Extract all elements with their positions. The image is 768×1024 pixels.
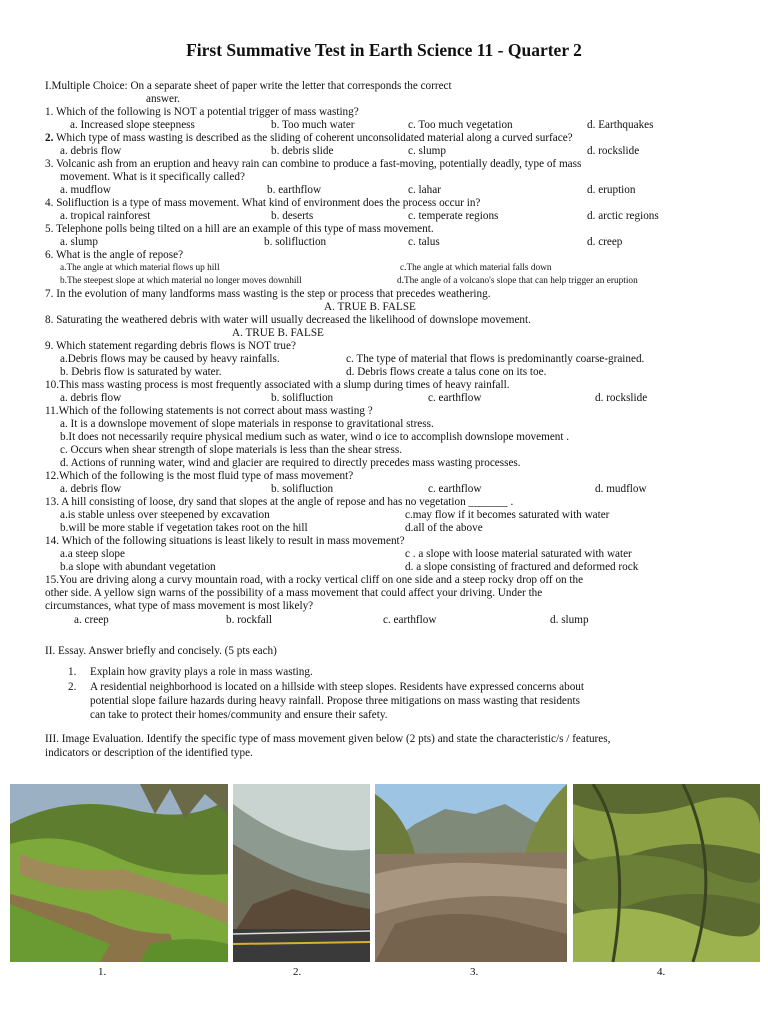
q9-option-a: a.Debris flows may be caused by heavy rainfalls.	[60, 353, 280, 365]
q10-option-c: c. earthflow	[428, 392, 482, 404]
question-10: 10.This mass wasting process is most frequently associated with a slump during times of heavy rainfall.	[45, 379, 510, 391]
q14-option-a: a.a steep slope	[60, 548, 125, 560]
question-2	[45, 132, 573, 145]
question-14: 14. Which of the following situations is least likely to result in mass movement?	[45, 535, 405, 547]
image-eval-header: III. Image Evaluation. Identify the specific type of mass movement given below (2 pts) and state the characteristic/s / features,	[45, 733, 611, 745]
q11-option-c: c. Occurs when shear strength of slope materials is less than the shear stress.	[60, 444, 403, 456]
q4-option-c: c. temperate regions	[408, 210, 499, 222]
q2-option-b: b. debris slide	[271, 145, 334, 157]
essay-2-cont-2: can take to protect their homes/community and ensure their safety.	[90, 709, 388, 721]
photo-1-caption: 1.	[98, 966, 107, 978]
q12-option-b: b. solifluction	[271, 483, 334, 495]
question-9: 9. Which statement regarding debris flows is NOT true?	[45, 340, 296, 352]
photo-debris-road	[233, 784, 370, 962]
q2-number: 2.	[45, 132, 54, 144]
question-1: 1. Which of the following is NOT a potential trigger of mass wasting?	[45, 106, 359, 118]
q2-text: Which type of mass wasting is described as the sliding of coherent unconsolidated material along a curved surface?	[56, 132, 573, 144]
question-8: 8. Saturating the weathered debris with water will usually decreased the likelihood of downslope movement.	[45, 314, 531, 326]
page-title: First Summative Test in Earth Science 11 - Quarter 2	[186, 40, 582, 60]
q10-option-a: a. debris flow	[60, 392, 122, 404]
photo-4-caption: 4.	[657, 966, 666, 978]
mc-instructions: I.Multiple Choice: On a separate sheet of paper write the letter that corresponds the correct	[45, 80, 452, 92]
mc-instructions-cont: answer.	[146, 93, 180, 105]
question-13: 13. A hill consisting of loose, dry sand that slopes at the angle of repose and has no vegetation _______ .	[45, 496, 514, 508]
question-3-cont: movement. What is it specifically called?	[60, 171, 245, 183]
q13-option-a: a.is stable unless over steepened by excavation	[60, 509, 270, 521]
question-12: 12.Which of the following is the most fluid type of mass movement?	[45, 470, 354, 482]
essay-header: II. Essay. Answer briefly and concisely. (5 pts each)	[45, 645, 277, 657]
question-5: 5. Telephone polls being tilted on a hill are an example of this type of mass movement.	[45, 223, 434, 235]
q9-option-b: b. Debris flow is saturated by water.	[60, 366, 222, 378]
q2-option-d: d. rockslide	[587, 145, 640, 157]
q3-option-a: a. mudflow	[60, 184, 111, 196]
q5-option-b: b. solifluction	[264, 236, 327, 248]
q11-option-a: a. It is a downslope movement of slope materials in response to gravitational stress.	[60, 418, 434, 430]
q7-options: A. TRUE B. FALSE	[324, 301, 416, 313]
question-15-cont-2: circumstances, what type of mass movement is most likely?	[45, 600, 314, 612]
question-11: 11.Which of the following statements is not correct about mass wasting ?	[45, 405, 373, 417]
q4-option-d: d. arctic regions	[587, 210, 659, 222]
q3-option-b: b. earthflow	[267, 184, 322, 196]
question-4: 4. Solifluction is a type of mass movement. What kind of environment does the process occur in?	[45, 197, 481, 209]
q15-option-b: b. rockfall	[226, 614, 272, 626]
q14-option-b: b.a slope with abundant vegetation	[60, 561, 216, 573]
q5-option-a: a. slump	[60, 236, 98, 248]
photo-slump-grass	[10, 784, 228, 962]
q15-option-a: a. creep	[74, 614, 109, 626]
essay-2: A residential neighborhood is located on a hillside with steep slopes. Residents have expressed concerns about	[90, 681, 584, 693]
essay-1-number: 1.	[68, 666, 77, 678]
q9-option-c: c. The type of material that flows is predominantly coarse-grained.	[346, 353, 645, 365]
q14-option-c: c . a slope with loose material saturated with water	[405, 548, 632, 560]
q13-option-b: b.will be more stable if vegetation takes root on the hill	[60, 522, 308, 534]
q2-option-c: c. slump	[408, 145, 446, 157]
q15-option-d: d. slump	[550, 614, 589, 626]
q6-option-b: b.The steepest slope at which material no longer moves downhill	[60, 276, 302, 286]
q14-option-d: d. a slope consisting of fractured and deformed rock	[405, 561, 639, 573]
image-eval-header-cont: indicators or description of the identified type.	[45, 747, 253, 759]
photo-creep-moss	[573, 784, 760, 962]
question-15: 15.You are driving along a curvy mountain road, with a rocky vertical cliff on one side and a steep rocky drop off on the	[45, 574, 584, 586]
q10-option-d: d. rockslide	[595, 392, 648, 404]
q11-option-b: b.It does not necessarily require physical medium such as water, wind o ice to accomplish downslope movement .	[60, 431, 570, 443]
question-3: 3. Volcanic ash from an eruption and heavy rain can combine to produce a fast-moving, potentially deadly, type of mass	[45, 158, 582, 170]
essay-1: Explain how gravity plays a role in mass wasting.	[90, 666, 313, 678]
question-7: 7. In the evolution of many landforms mass wasting is the step or process that precedes weathering.	[45, 288, 491, 300]
q12-option-c: c. earthflow	[428, 483, 482, 495]
q5-option-c: c. talus	[408, 236, 440, 248]
q6-option-a: a.The angle at which material flows up hill	[60, 263, 220, 273]
essay-2-cont-1: potential slope failure hazards during heavy rainfall. Propose three mitigations on mass wasting that residents	[90, 695, 580, 707]
question-15-cont-1: other side. A yellow sign warns of the possibility of a mass movement that could affect your driving. Under the	[45, 587, 543, 599]
q2-option-a: a. debris flow	[60, 145, 122, 157]
q10-option-b: b. solifluction	[271, 392, 334, 404]
q8-options: A. TRUE B. FALSE	[232, 327, 324, 339]
q1-option-b: b. Too much water	[271, 119, 355, 131]
q3-option-c: c. lahar	[408, 184, 441, 196]
q5-option-d: d. creep	[587, 236, 623, 248]
q1-option-c: c. Too much vegetation	[408, 119, 513, 131]
essay-2-number: 2.	[68, 681, 77, 693]
q4-option-a: a. tropical rainforest	[60, 210, 151, 222]
q11-option-d: d. Actions of running water, wind and glacier are required to directly precedes mass wasting processes.	[60, 457, 521, 469]
q13-option-c: c.may flow if it becomes saturated with water	[405, 509, 610, 521]
question-6: 6. What is the angle of repose?	[45, 249, 184, 261]
photo-3-caption: 3.	[470, 966, 479, 978]
q12-option-d: d. mudflow	[595, 483, 647, 495]
q13-option-d: d.all of the above	[405, 522, 483, 534]
q9-option-d: d. Debris flows create a talus cone on its toe.	[346, 366, 547, 378]
q6-option-c: c.The angle at which material falls down	[400, 263, 552, 273]
photo-2-caption: 2.	[293, 966, 302, 978]
q15-option-c: c. earthflow	[383, 614, 437, 626]
q1-option-a: a. Increased slope steepness	[70, 119, 195, 131]
q4-option-b: b. deserts	[271, 210, 314, 222]
q1-option-d: d. Earthquakes	[587, 119, 654, 131]
q12-option-a: a. debris flow	[60, 483, 122, 495]
photo-mudflow	[375, 784, 567, 962]
q3-option-d: d. eruption	[587, 184, 636, 196]
q6-option-d: d.The angle of a volcano's slope that can help trigger an eruption	[397, 276, 638, 286]
